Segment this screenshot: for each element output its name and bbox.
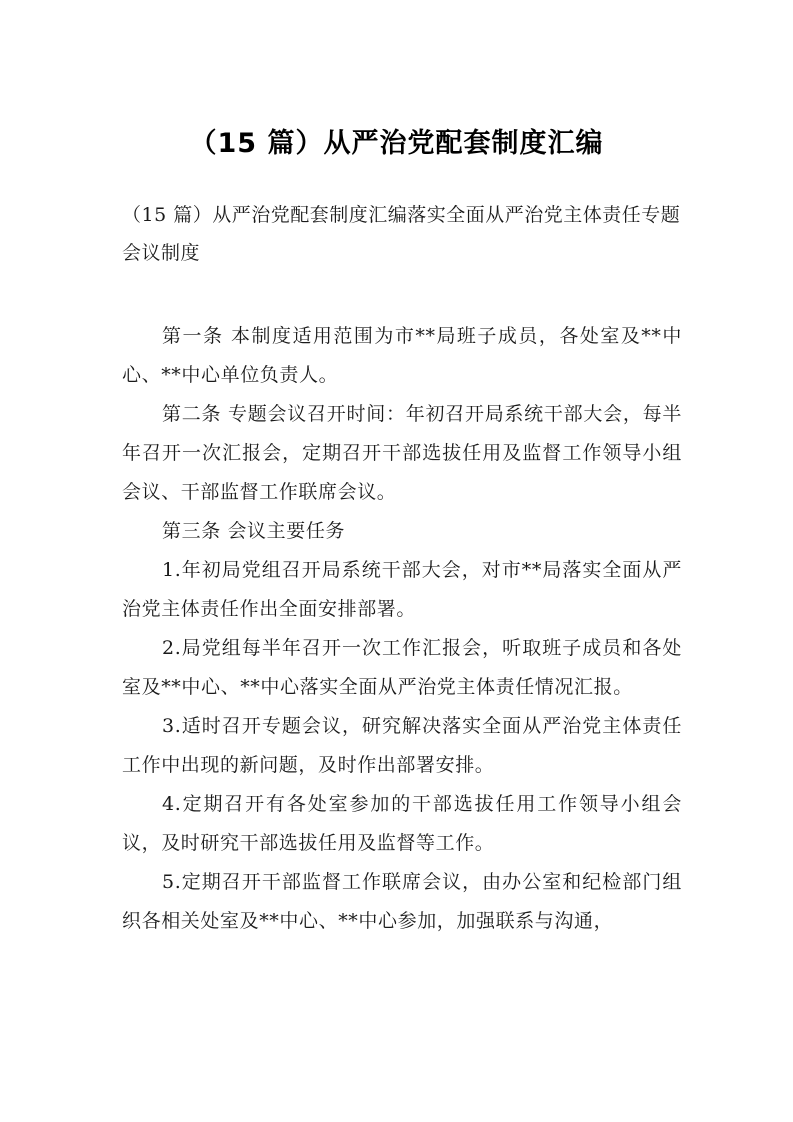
document-subtitle: （15 篇）从严治党配套制度汇编落实全面从严治党主体责任专题会议制度	[122, 204, 681, 264]
task-item-3: 3.适时召开专题会议，研究解决落实全面从严治党主体责任工作中出现的新问题，及时作出部署安排。	[122, 715, 682, 776]
article-2-paragraph: 第二条 专题会议召开时间：年初召开局系统干部大会，每半年召开一次汇报会，定期召开干部选拔任用及监督工作领导小组会议、干部监督工作联席会议。	[122, 403, 682, 503]
task-item-5: 5.定期召开干部监督工作联席会议，由办公室和纪检部门组织各相关处室及**中心、**中心参加，加强联系与沟通，	[122, 871, 682, 932]
document-title: （15 篇）从严治党配套制度汇编	[189, 128, 604, 159]
document-body	[122, 317, 682, 941]
article-3-heading: 第三条 会议主要任务	[162, 520, 346, 542]
task-item-2: 2.局党组每半年召开一次工作汇报会，听取班子成员和各处室及**中心、**中心落实全面从严治党主体责任情况汇报。	[122, 637, 682, 698]
task-item-4: 4.定期召开有各处室参加的干部选拔任用工作领导小组会议，及时研究干部选拔任用及监督等工作。	[122, 793, 682, 854]
task-item-1: 1.年初局党组召开局系统干部大会，对市**局落实全面从严治党主体责任作出全面安排部署。	[122, 559, 682, 620]
article-1-paragraph: 第一条 本制度适用范围为市**局班子成员，各处室及**中心、**中心单位负责人。	[122, 325, 682, 386]
